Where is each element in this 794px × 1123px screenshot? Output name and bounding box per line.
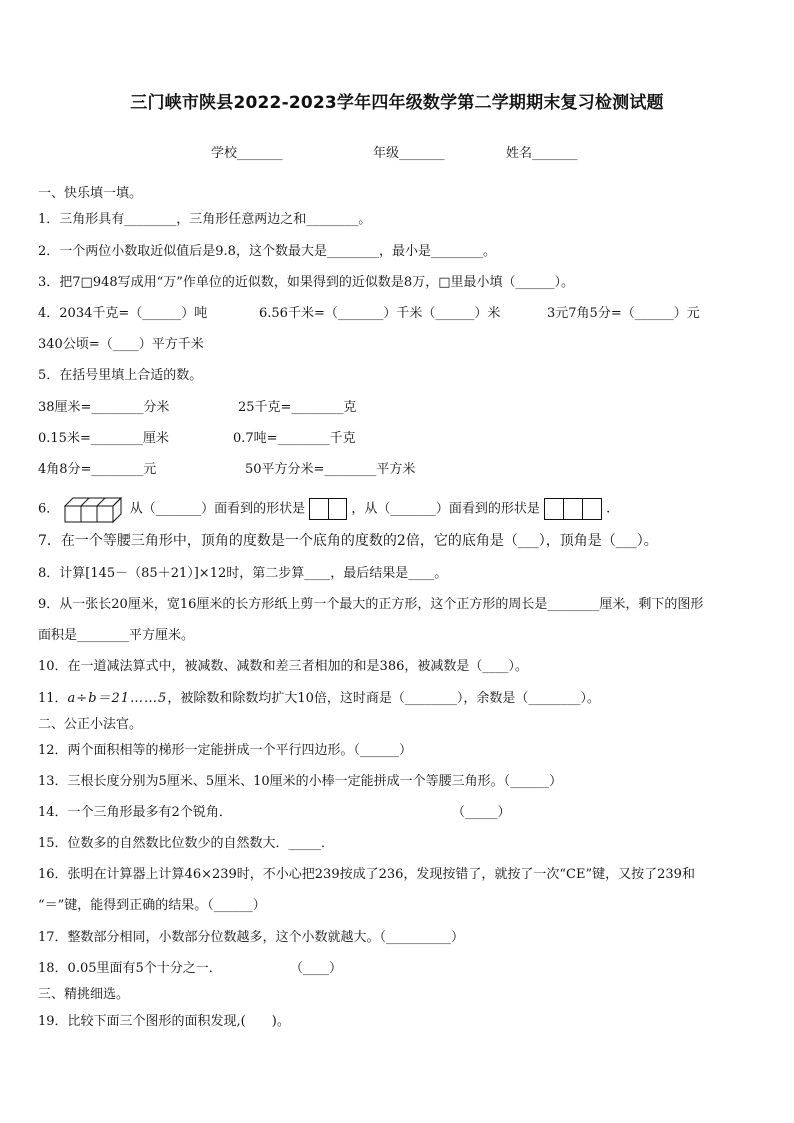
question-2: 2．一个两位小数取近似值后是9.8，这个数最大是________，最小是________。 <box>38 244 496 259</box>
question-13: 13．三根长度分别为5厘米、5厘米、10厘米的小棒一定能拼成一个等腰三角形。（______） <box>38 774 563 789</box>
question-6-end: . <box>606 501 611 517</box>
question-15: 15．位数多的自然数比位数少的自然数大．_____． <box>38 836 335 851</box>
question-6-part-b: ，从（_______）面看到的形状是 <box>351 501 540 517</box>
question-4c: 3元7角5分=（______）元 <box>547 306 700 321</box>
two-square-view-figure <box>309 498 347 520</box>
school-field: 学校_______ <box>211 146 283 161</box>
document-title: 三门峡市陕县2022-2023学年四年级数学第二学期期末复习检测试题 <box>130 93 664 113</box>
name-field: 姓名_______ <box>506 146 578 161</box>
question-6-number: 6． <box>38 501 60 517</box>
question-1: 1．三角形具有________，三角形任意两边之和________。 <box>38 212 372 227</box>
question-9-line-2: 面积是________平方厘米。 <box>38 628 195 643</box>
question-11-text: ，被除数和除数均扩大10倍，这时商是（________），余数是（________）。 <box>167 691 600 706</box>
question-6-part-a: 从（_______）面看到的形状是 <box>129 501 306 517</box>
question-5e: 4角8分=________元 <box>38 462 157 477</box>
question-10: 10．在一道减法算式中，被减数、减数和差三者相加的和是386，被减数是（____）。 <box>38 659 528 674</box>
question-7: 7．在一个等腰三角形中，顶角的度数是一个底角的度数的2倍，它的底角是（___），顶角是（___）。 <box>38 533 658 549</box>
question-5d: 0.7吨=________千克 <box>233 431 356 446</box>
section-3-heading: 三、精挑细选。 <box>38 987 130 1002</box>
grade-field: 年级_______ <box>373 146 445 161</box>
section-2-heading: 二、公正小法官。 <box>38 717 143 732</box>
question-18: 18．0.05里面有5个十分之一． <box>38 961 222 976</box>
question-9-line-1: 9．从一张长20厘米，宽16厘米的长方形纸上剪一个最大的正方形，这个正方形的周长是________厘米，剩下的图形 <box>38 597 704 612</box>
question-5a: 38厘米=________分米 <box>38 400 170 415</box>
question-19: 19．比较下面三个图形的面积发现,( )。 <box>38 1014 290 1029</box>
question-4b: 6.56千米=（_______）千米（______）米 <box>259 306 501 321</box>
question-6 <box>38 494 610 524</box>
question-5f: 50平方分米=________平方米 <box>245 462 416 477</box>
question-3: 3．把7□948写成用“万”作单位的近似数，如果得到的近似数是8万，□里最小填（______）。 <box>38 275 574 290</box>
section-1-heading: 一、快乐填一填。 <box>38 186 143 201</box>
question-16-line-1: 16．张明在计算器上计算46×239时，不小心把239按成了236，发现按错了，就按了一次“CE”键，又按了239和 <box>38 867 695 882</box>
question-18-answer: （____） <box>290 961 343 976</box>
question-5c: 0.15米=________厘米 <box>38 431 169 446</box>
question-14-answer: （_____） <box>452 805 511 820</box>
question-8: 8．计算[145－（85＋21）]×12时，第二步算____，最后结果是____。 <box>38 566 448 581</box>
question-11-formula: a÷b＝21……5 <box>67 691 168 706</box>
question-12: 12．两个面积相等的梯形一定能拼成一个平行四边形。（______） <box>38 743 413 758</box>
question-5b: 25千克=________克 <box>238 400 357 415</box>
question-14: 14．一个三角形最多有2个锐角． <box>38 805 232 820</box>
question-17: 17．整数部分相同，小数部分位数越多，这个小数就越大。（__________） <box>38 930 465 945</box>
question-16-line-2: “＝”键，能得到正确的结果。（______） <box>38 898 266 913</box>
question-4d: 340公顷=（____）平方千米 <box>38 337 204 352</box>
three-square-view-figure <box>544 498 602 520</box>
question-5: 5．在括号里填上合适的数。 <box>38 368 203 383</box>
cube-stack-figure <box>63 494 125 524</box>
question-4a: 4．2034千克=（______）吨 <box>38 306 208 321</box>
question-11-number: 11． <box>38 691 68 706</box>
question-11 <box>38 687 600 706</box>
